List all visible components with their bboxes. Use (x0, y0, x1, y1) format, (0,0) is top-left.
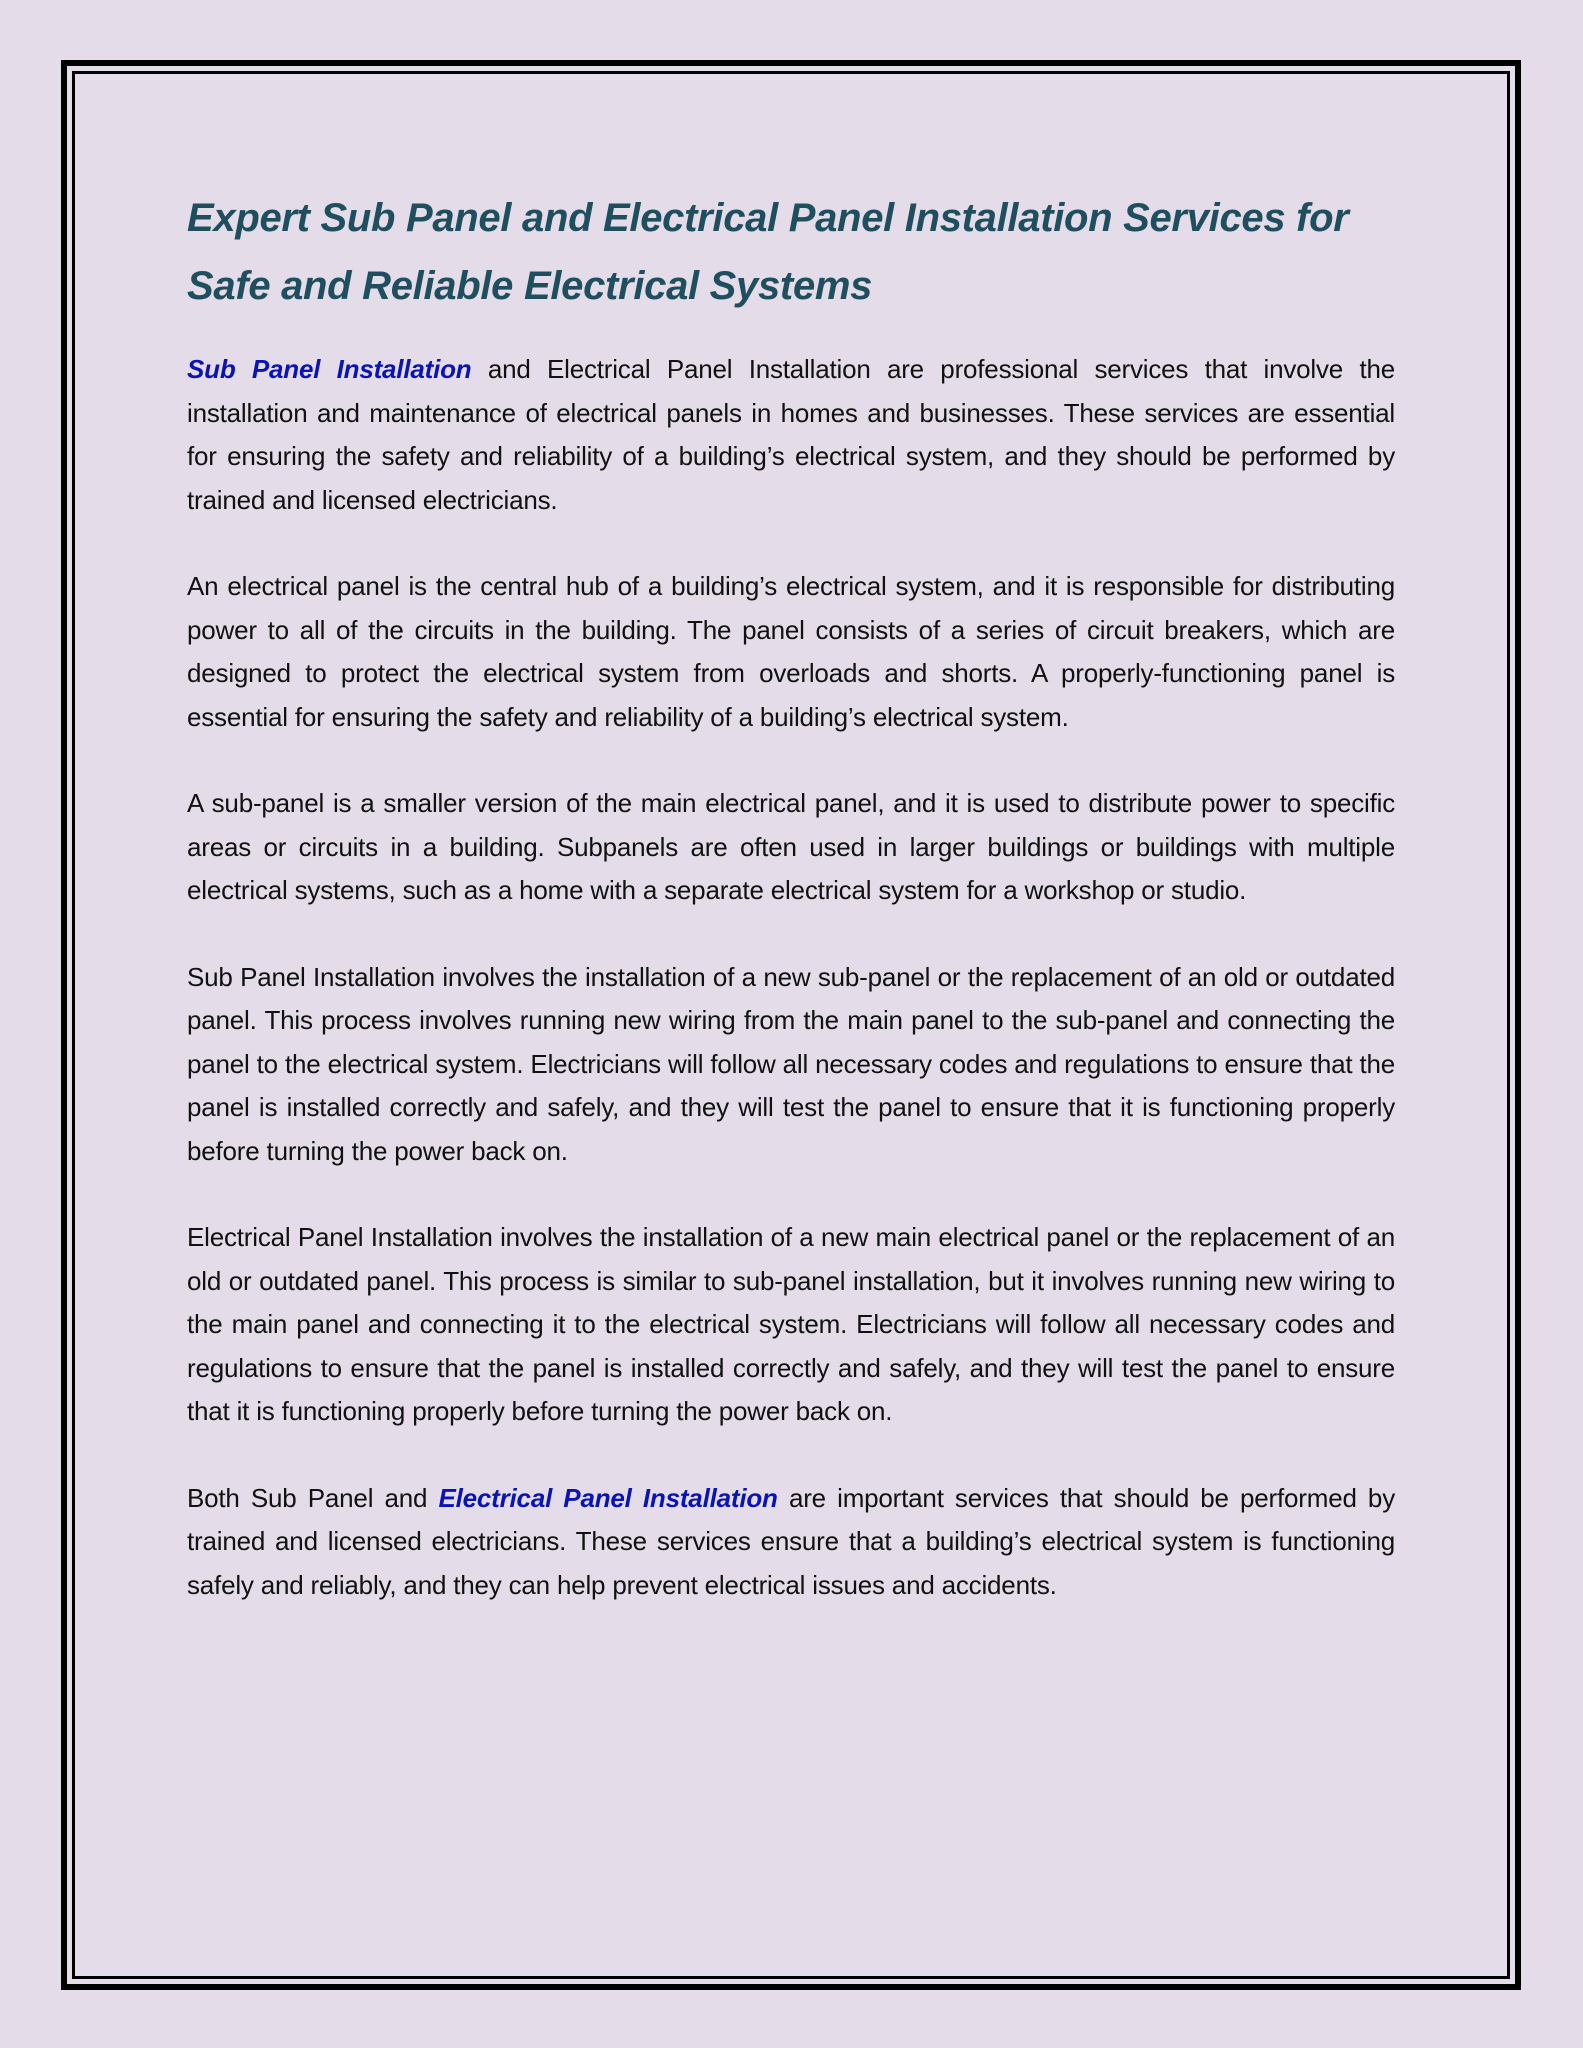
document-body (187, 184, 1395, 1650)
paragraph-conclusion (187, 1477, 1395, 1608)
paragraph-electrical-panel: An electrical panel is the central hub of a building’s electrical system, and it is responsible for distributing power to all of the circuits in the building. The panel consists of a series of circuit breakers, which are designed to protect the electrical system from overloads and shorts. A properly-functioning panel is essential for ensuring the safety and reliability of a building’s electrical system. (187, 571, 1395, 732)
sub-panel-installation-link[interactable]: Sub Panel Installation (187, 354, 472, 384)
document-title: Expert Sub Panel and Electrical Panel Installation Services for Safe and Reliable Electrical Systems (187, 196, 1349, 308)
paragraph-conclusion-lead: Both Sub Panel and (187, 1482, 439, 1513)
paragraph-electrical-panel-installation: Electrical Panel Installation involves the installation of a new main electrical panel or the replacement of an old or outdated panel. This process is similar to sub-panel installation, but it involves running new wiring to the main panel and connecting it to the electrical system. Electricians will follow all necessary codes and regulations to ensure that the panel is installed correctly and safely, and they will test the panel to ensure that it is functioning properly before turning the power back on. (187, 1222, 1395, 1426)
paragraph-sub-panel: A sub-panel is a smaller version of the main electrical panel, and it is used to distribute power to specific areas or circuits in a building. Subpanels are often used in larger buildings or buildings with multiple electrical systems, such as a home with a separate electrical system for a workshop or studio. (187, 788, 1395, 905)
electrical-panel-installation-link[interactable]: Electrical Panel Installation (438, 1482, 778, 1513)
paragraph-intro-text: and Electrical Panel Installation are professional services that involve the installation and maintenance of electrical panels in homes and businesses. These services are essential for ensuring the safety and reliability of a building’s electrical system, and they should be performed by trained and licensed electricians. (187, 354, 1395, 515)
paragraph-conclusion-text: are important services that should be performed by trained and licensed electricians. These services ensure that a building’s electrical system is functioning safely and reliably, and they can help prevent electrical issues and accidents. (187, 1482, 1395, 1600)
paragraph-intro (187, 348, 1395, 522)
paragraph-sub-panel-installation: Sub Panel Installation involves the installation of a new sub-panel or the replacement of an old or outdated panel. This process involves running new wiring from the main panel to the sub-panel and connecting the panel to the electrical system. Electricians will follow all necessary codes and regulations to ensure that the panel is installed correctly and safely, and they will test the panel to ensure that it is functioning properly before turning the power back on. (187, 961, 1395, 1166)
